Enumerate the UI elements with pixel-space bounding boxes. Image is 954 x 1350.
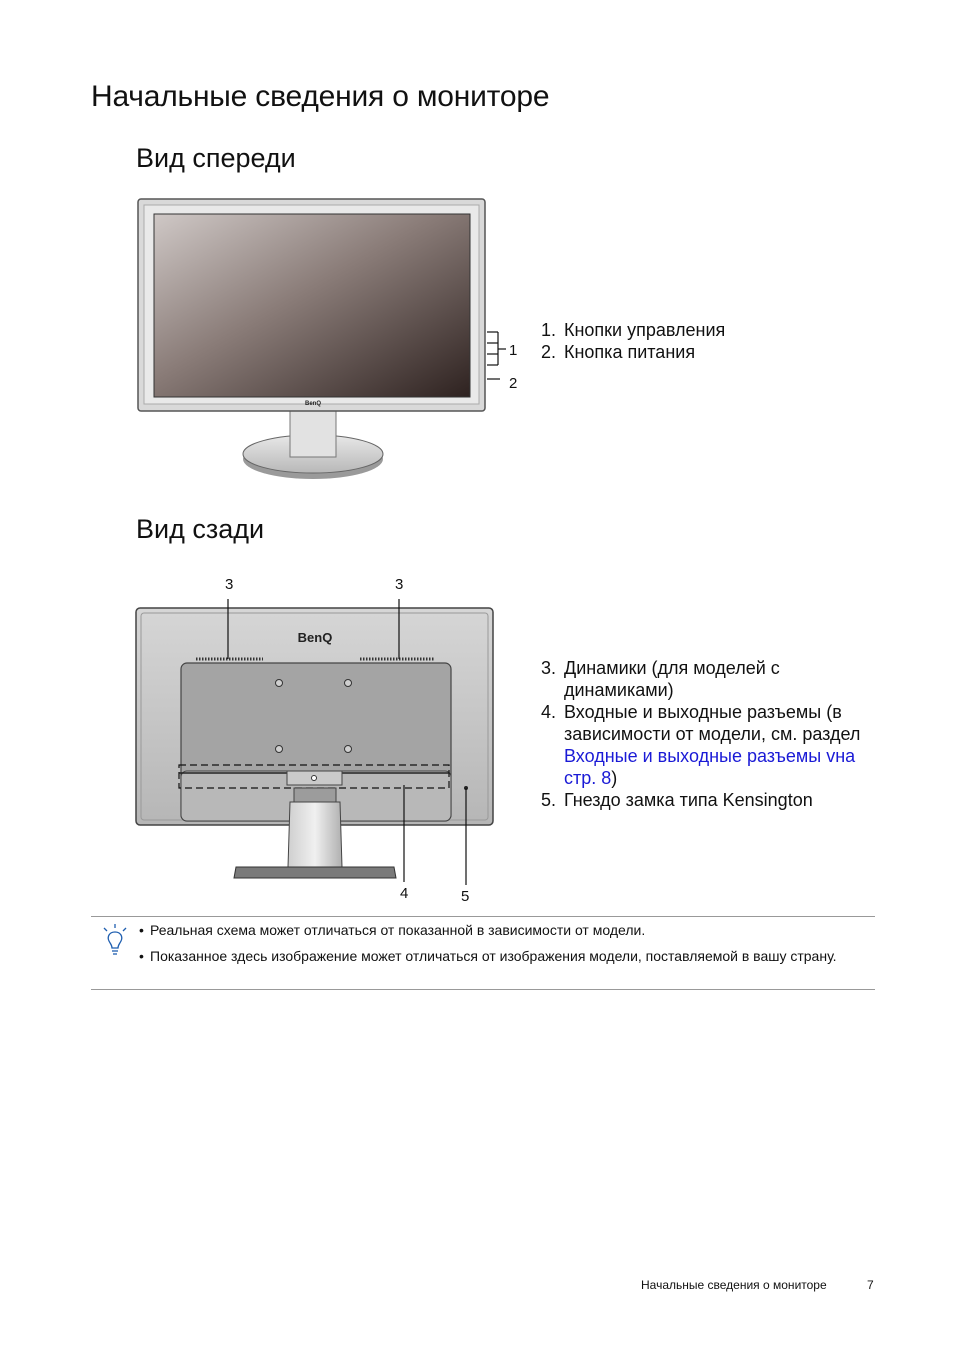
rear-callout-speaker-right: 3 — [395, 576, 404, 593]
rear-parts-list — [541, 657, 871, 811]
page-title: Начальные сведения о мониторе — [91, 80, 550, 113]
page-number: 7 — [867, 1278, 874, 1292]
list-item: 4. Входные и выходные разъемы (в зависимости от модели, см. раздел Входные и выходные разъемы vна стр. 8) — [541, 702, 861, 788]
rear-callout-kensington: 5 — [461, 888, 470, 905]
front-monitor-illustration — [130, 195, 530, 487]
list-item: 5. Гнездо замка типа Kensington — [541, 790, 813, 810]
front-brand-logo: BenQ — [304, 401, 322, 407]
list-item: 2. Кнопка питания — [541, 342, 696, 362]
list-item: 1. Кнопки управления — [541, 320, 726, 340]
front-view-heading: Вид спереди — [136, 143, 296, 173]
footer-title: Начальные сведения о мониторе — [641, 1278, 827, 1292]
front-callout-2: 2 — [509, 375, 518, 392]
connectors-section-link[interactable]: Входные и выходные разъемы vна стр. 8 — [564, 746, 856, 788]
rear-monitor-illustration — [130, 595, 500, 885]
note-bullet: • Показанное здесь изображение может отличаться от изображения модели, поставляемой в вашу страну. — [139, 947, 839, 965]
rear-callout-speaker-left: 3 — [225, 576, 234, 593]
front-callout-1: 1 — [509, 342, 518, 359]
rear-callout-connectors: 4 — [400, 885, 409, 902]
note-box — [91, 916, 875, 990]
list-item: 3. Динамики (для моделей с динамиками) — [541, 658, 780, 700]
front-parts-list — [541, 319, 725, 363]
rear-brand-logo: BenQ — [297, 630, 333, 645]
rear-view-heading: Вид сзади — [136, 514, 265, 544]
note-bullet: • Реальная схема может отличаться от показанной в зависимости от модели. — [139, 921, 839, 939]
lightbulb-icon — [101, 923, 129, 957]
control-buttons-callout — [487, 332, 506, 379]
